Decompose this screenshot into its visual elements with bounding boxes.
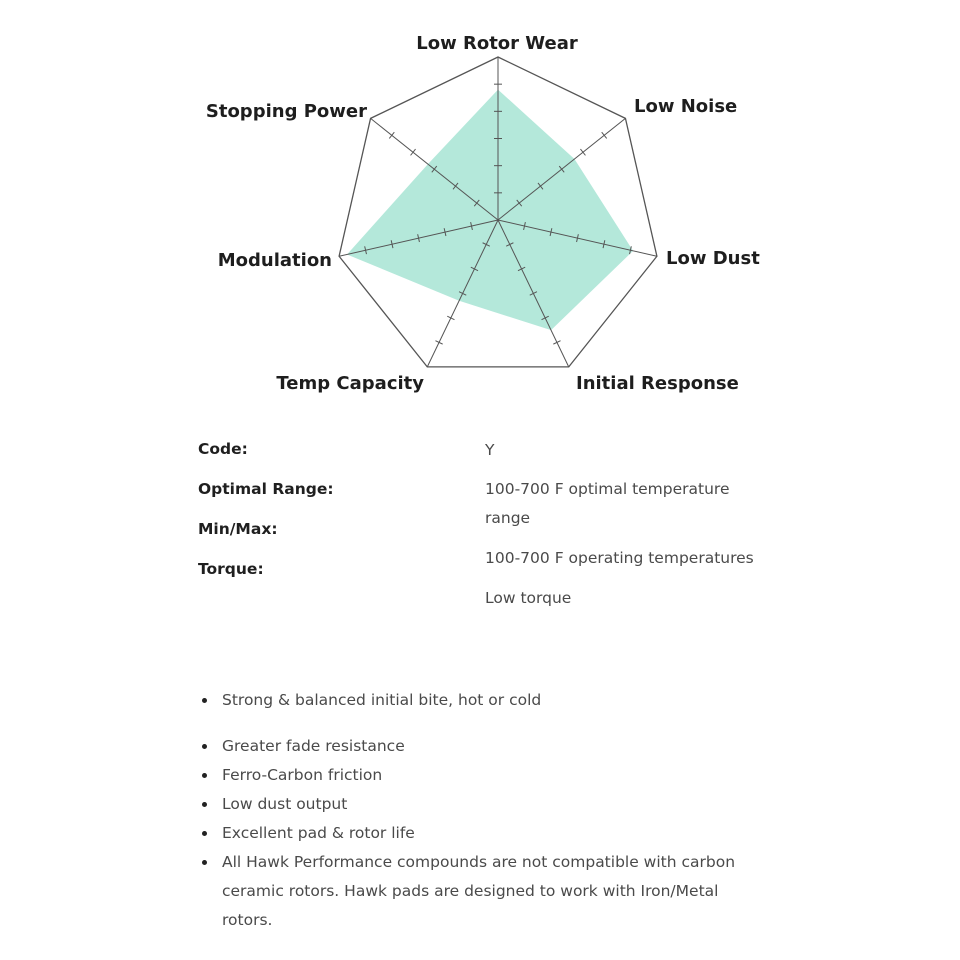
radar-tick <box>411 149 416 155</box>
radar-tick <box>602 132 607 138</box>
spec-label-torque: Torque: <box>198 560 264 578</box>
spec-label-code: Code: <box>198 440 248 458</box>
radar-chart <box>0 0 960 420</box>
radar-data-area <box>347 90 633 331</box>
axis-label-low-rotor-wear: Low Rotor Wear <box>416 33 578 54</box>
spec-value-optimal-range: 100-700 F optimal temperature range <box>485 480 730 527</box>
feature-item: Excellent pad & rotor life <box>200 819 760 848</box>
radar-area-layer <box>347 90 633 331</box>
spec-value-torque: Low torque <box>485 589 572 607</box>
feature-item: Ferro-Carbon friction <box>200 761 760 790</box>
feature-item: All Hawk Performance compounds are not compatible with carbon ceramic rotors. Hawk pads are designed to work with Iron/Metal rotors. <box>200 848 760 935</box>
radar-tick <box>553 341 560 344</box>
radar-tick <box>580 149 585 155</box>
axis-label-initial-response: Initial Response <box>576 373 739 394</box>
feature-item: Greater fade resistance <box>200 732 760 761</box>
axis-label-low-noise: Low Noise <box>634 96 738 117</box>
spec-label-min-max: Min/Max: <box>198 520 278 538</box>
axis-label-modulation: Modulation <box>217 250 332 271</box>
spec-label-optimal-range: Optimal Range: <box>198 480 334 498</box>
axis-label-low-dust: Low Dust <box>666 248 760 269</box>
axis-label-stopping-power: Stopping Power <box>205 101 367 122</box>
spec-labels <box>198 436 334 596</box>
radar-tick <box>447 316 454 319</box>
features-list <box>200 686 760 935</box>
radar-tick <box>389 132 394 138</box>
feature-item: Strong & balanced initial bite, hot or cold <box>200 686 760 715</box>
spec-value-code: Y <box>485 441 495 459</box>
axis-label-temp-capacity: Temp Capacity <box>276 373 424 394</box>
spec-value-min-max: 100-700 F operating temperatures <box>485 549 754 567</box>
spec-values <box>485 436 775 624</box>
radar-tick <box>435 341 442 344</box>
feature-item: Low dust output <box>200 790 760 819</box>
